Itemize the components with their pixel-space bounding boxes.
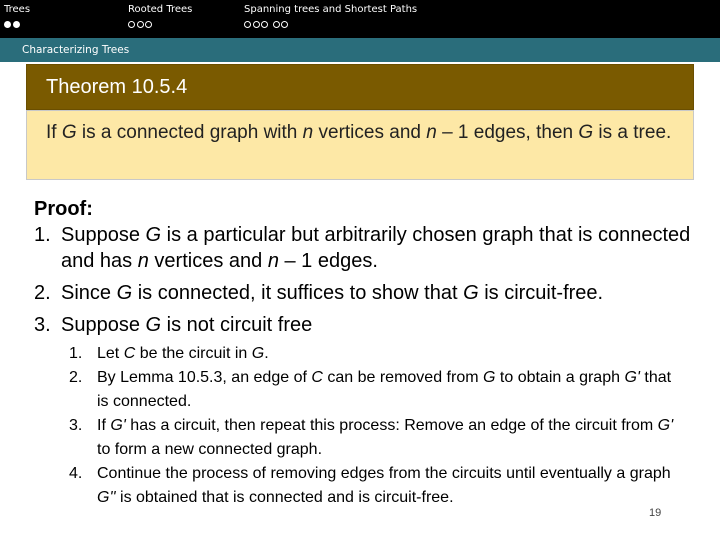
math-variable: G [145, 314, 162, 336]
text-run: has a circuit, then repeat this process: Remove an edge of the circuit from [125, 417, 658, 434]
proof-title: Proof: [34, 198, 93, 220]
slide-dot[interactable] [4, 21, 11, 28]
math-variable: n [426, 122, 437, 143]
substep-text [97, 465, 671, 506]
nav-section-dots [128, 21, 192, 30]
math-variable: C [311, 369, 323, 386]
text-run: is a connected graph with [76, 122, 303, 143]
math-variable: G [116, 282, 133, 304]
text-run: Since [61, 282, 117, 304]
substep-text [97, 369, 671, 410]
subsection-title[interactable]: Characterizing Trees [22, 44, 130, 56]
text-run: is not circuit free [161, 314, 313, 336]
theorem-title: Theorem 10.5.4 [46, 76, 188, 98]
text-run: If [97, 417, 111, 434]
nav-section-dots [244, 21, 417, 30]
proof-step [34, 222, 701, 274]
proof-substep [69, 414, 677, 462]
text-run: is a particular but arbitrarily chosen graph that is connected and has [61, 224, 691, 272]
text-run: is circuit-free. [478, 282, 604, 304]
proof-substep [69, 342, 677, 366]
text-run: . [264, 345, 269, 362]
text-run: Continue the process of removing edges from the circuits until eventually a graph [97, 465, 671, 482]
math-variable: G [61, 122, 77, 143]
subsection-bar [0, 38, 720, 62]
proof-step [34, 312, 701, 338]
nav-section-label: Trees [4, 4, 31, 15]
text-run: is connected, it suffices to show that [132, 282, 464, 304]
step-text [61, 314, 312, 336]
text-run: By Lemma 10.5.3, an edge of [97, 369, 312, 386]
math-variable: n [267, 250, 279, 272]
text-run: to obtain a graph [495, 369, 625, 386]
nav-section-spanning-trees[interactable] [244, 3, 417, 30]
text-run: is obtained that is connected and is circuit-free. [115, 489, 454, 506]
math-variable: G [483, 369, 496, 386]
theorem-header [26, 64, 694, 110]
math-variable: G [578, 122, 594, 143]
nav-section-dots [4, 21, 30, 30]
proof-substep [69, 366, 677, 414]
math-variable: n [137, 250, 149, 272]
slide-dot[interactable] [253, 21, 260, 28]
step-number: 3. [34, 314, 51, 336]
slide-dot[interactable] [261, 21, 268, 28]
step-number: 2. [34, 282, 51, 304]
text-run: to form a new connected graph. [97, 441, 323, 458]
nav-section-rooted-trees[interactable] [128, 3, 192, 30]
substep-number: 2. [69, 369, 83, 386]
slide-dot[interactable] [13, 21, 20, 28]
text-run: Let [97, 345, 124, 362]
theorem-body [26, 110, 694, 180]
step-text [61, 282, 603, 304]
nav-section-label: Spanning trees and Shortest Paths [244, 4, 418, 15]
theorem-statement [46, 120, 686, 145]
navigation-bar [0, 0, 720, 38]
math-variable: G [145, 224, 162, 246]
nav-section-label: Rooted Trees [128, 4, 193, 15]
math-variable: C [123, 345, 136, 362]
substep-text [97, 417, 673, 458]
text-run: that is connected. [97, 369, 672, 410]
text-run: – 1 edges. [278, 250, 378, 272]
step-number: 1. [34, 224, 51, 246]
text-run: be the circuit in [135, 345, 252, 362]
text-run: – 1 edges, then [436, 122, 579, 143]
math-variable: G'' [97, 489, 116, 506]
text-run: is a tree. [593, 122, 672, 143]
text-run: vertices and [313, 122, 427, 143]
math-variable: G' [110, 417, 126, 434]
math-variable: G' [657, 417, 674, 434]
math-variable: G' [624, 369, 640, 386]
page-number: 19 [649, 507, 662, 519]
substep-number: 4. [69, 465, 83, 482]
text-run: vertices and [148, 250, 268, 272]
math-variable: G [251, 345, 265, 362]
nav-section-trees[interactable] [4, 3, 30, 30]
text-run: Suppose [61, 314, 146, 336]
text-run: can be removed from [322, 369, 483, 386]
slide-dot[interactable] [145, 21, 152, 28]
proof-substeps [69, 342, 701, 510]
step-text [61, 224, 690, 272]
proof-substep [69, 462, 677, 510]
math-variable: G [463, 282, 479, 304]
math-variable: n [302, 122, 314, 143]
slide-dot[interactable] [128, 21, 135, 28]
slide-dot[interactable] [244, 21, 251, 28]
substep-number: 3. [69, 417, 83, 434]
proof-step [34, 280, 701, 306]
substep-number: 1. [69, 345, 83, 362]
substep-text [97, 345, 269, 362]
slide-dot[interactable] [273, 21, 280, 28]
slide-dot[interactable] [281, 21, 288, 28]
slide-dot[interactable] [137, 21, 144, 28]
text-run: Suppose [61, 224, 146, 246]
text-run: If [46, 122, 62, 143]
proof-block [34, 196, 701, 510]
